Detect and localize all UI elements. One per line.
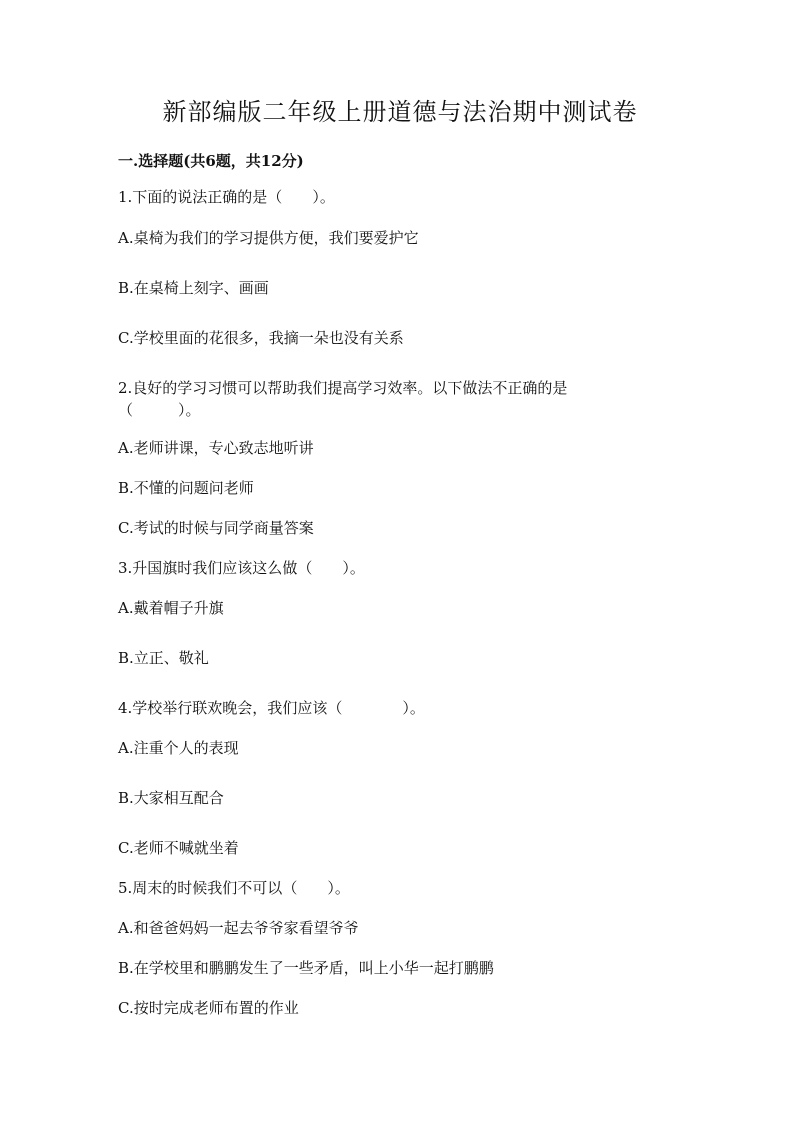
question-4-stem: 4.学校举行联欢晚会，我们应该（ ）。 bbox=[118, 699, 425, 717]
question-2-option-b: B.不懂的问题问老师 bbox=[118, 479, 254, 497]
question-5-option-b: B.在学校里和鹏鹏发生了一些矛盾，叫上小华一起打鹏鹏 bbox=[118, 959, 494, 977]
question-4-option-a: A.注重个人的表现 bbox=[118, 739, 239, 757]
question-3-stem: 3.升国旗时我们应该这么做（ ）。 bbox=[118, 559, 365, 577]
question-2-option-c: C.考试的时候与同学商量答案 bbox=[118, 519, 314, 537]
question-4-option-c: C.老师不喊就坐着 bbox=[118, 839, 239, 857]
question-5-option-c: C.按时完成老师布置的作业 bbox=[118, 999, 299, 1017]
question-3-option-b: B.立正、敬礼 bbox=[118, 649, 209, 667]
question-5-stem: 5.周末的时候我们不可以（ ）。 bbox=[118, 879, 350, 897]
page-title: 新部编版二年级上册道德与法治期中测试卷 bbox=[162, 98, 638, 126]
question-2-stem: 2.良好的学习习惯可以帮助我们提高学习效率。以下做法不正确的是 bbox=[118, 379, 568, 397]
question-2-stem-continuation: （ ）。 bbox=[118, 401, 201, 419]
section-header: 一.选择题(共6题，共12分) bbox=[118, 152, 304, 170]
question-1-option-a: A.桌椅为我们的学习提供方便，我们要爱护它 bbox=[118, 229, 419, 247]
question-4-option-b: B.大家相互配合 bbox=[118, 789, 224, 807]
question-3-option-a: A.戴着帽子升旗 bbox=[118, 599, 224, 617]
question-1-stem: 1.下面的说法正确的是（ ）。 bbox=[118, 188, 335, 206]
question-1-option-b: B.在桌椅上刻字、画画 bbox=[118, 279, 269, 297]
question-2-option-a: A.老师讲课，专心致志地听讲 bbox=[118, 439, 314, 457]
question-1-option-c: C.学校里面的花很多，我摘一朵也没有关系 bbox=[118, 329, 404, 347]
question-5-option-a: A.和爸爸妈妈一起去爷爷家看望爷爷 bbox=[118, 919, 359, 937]
